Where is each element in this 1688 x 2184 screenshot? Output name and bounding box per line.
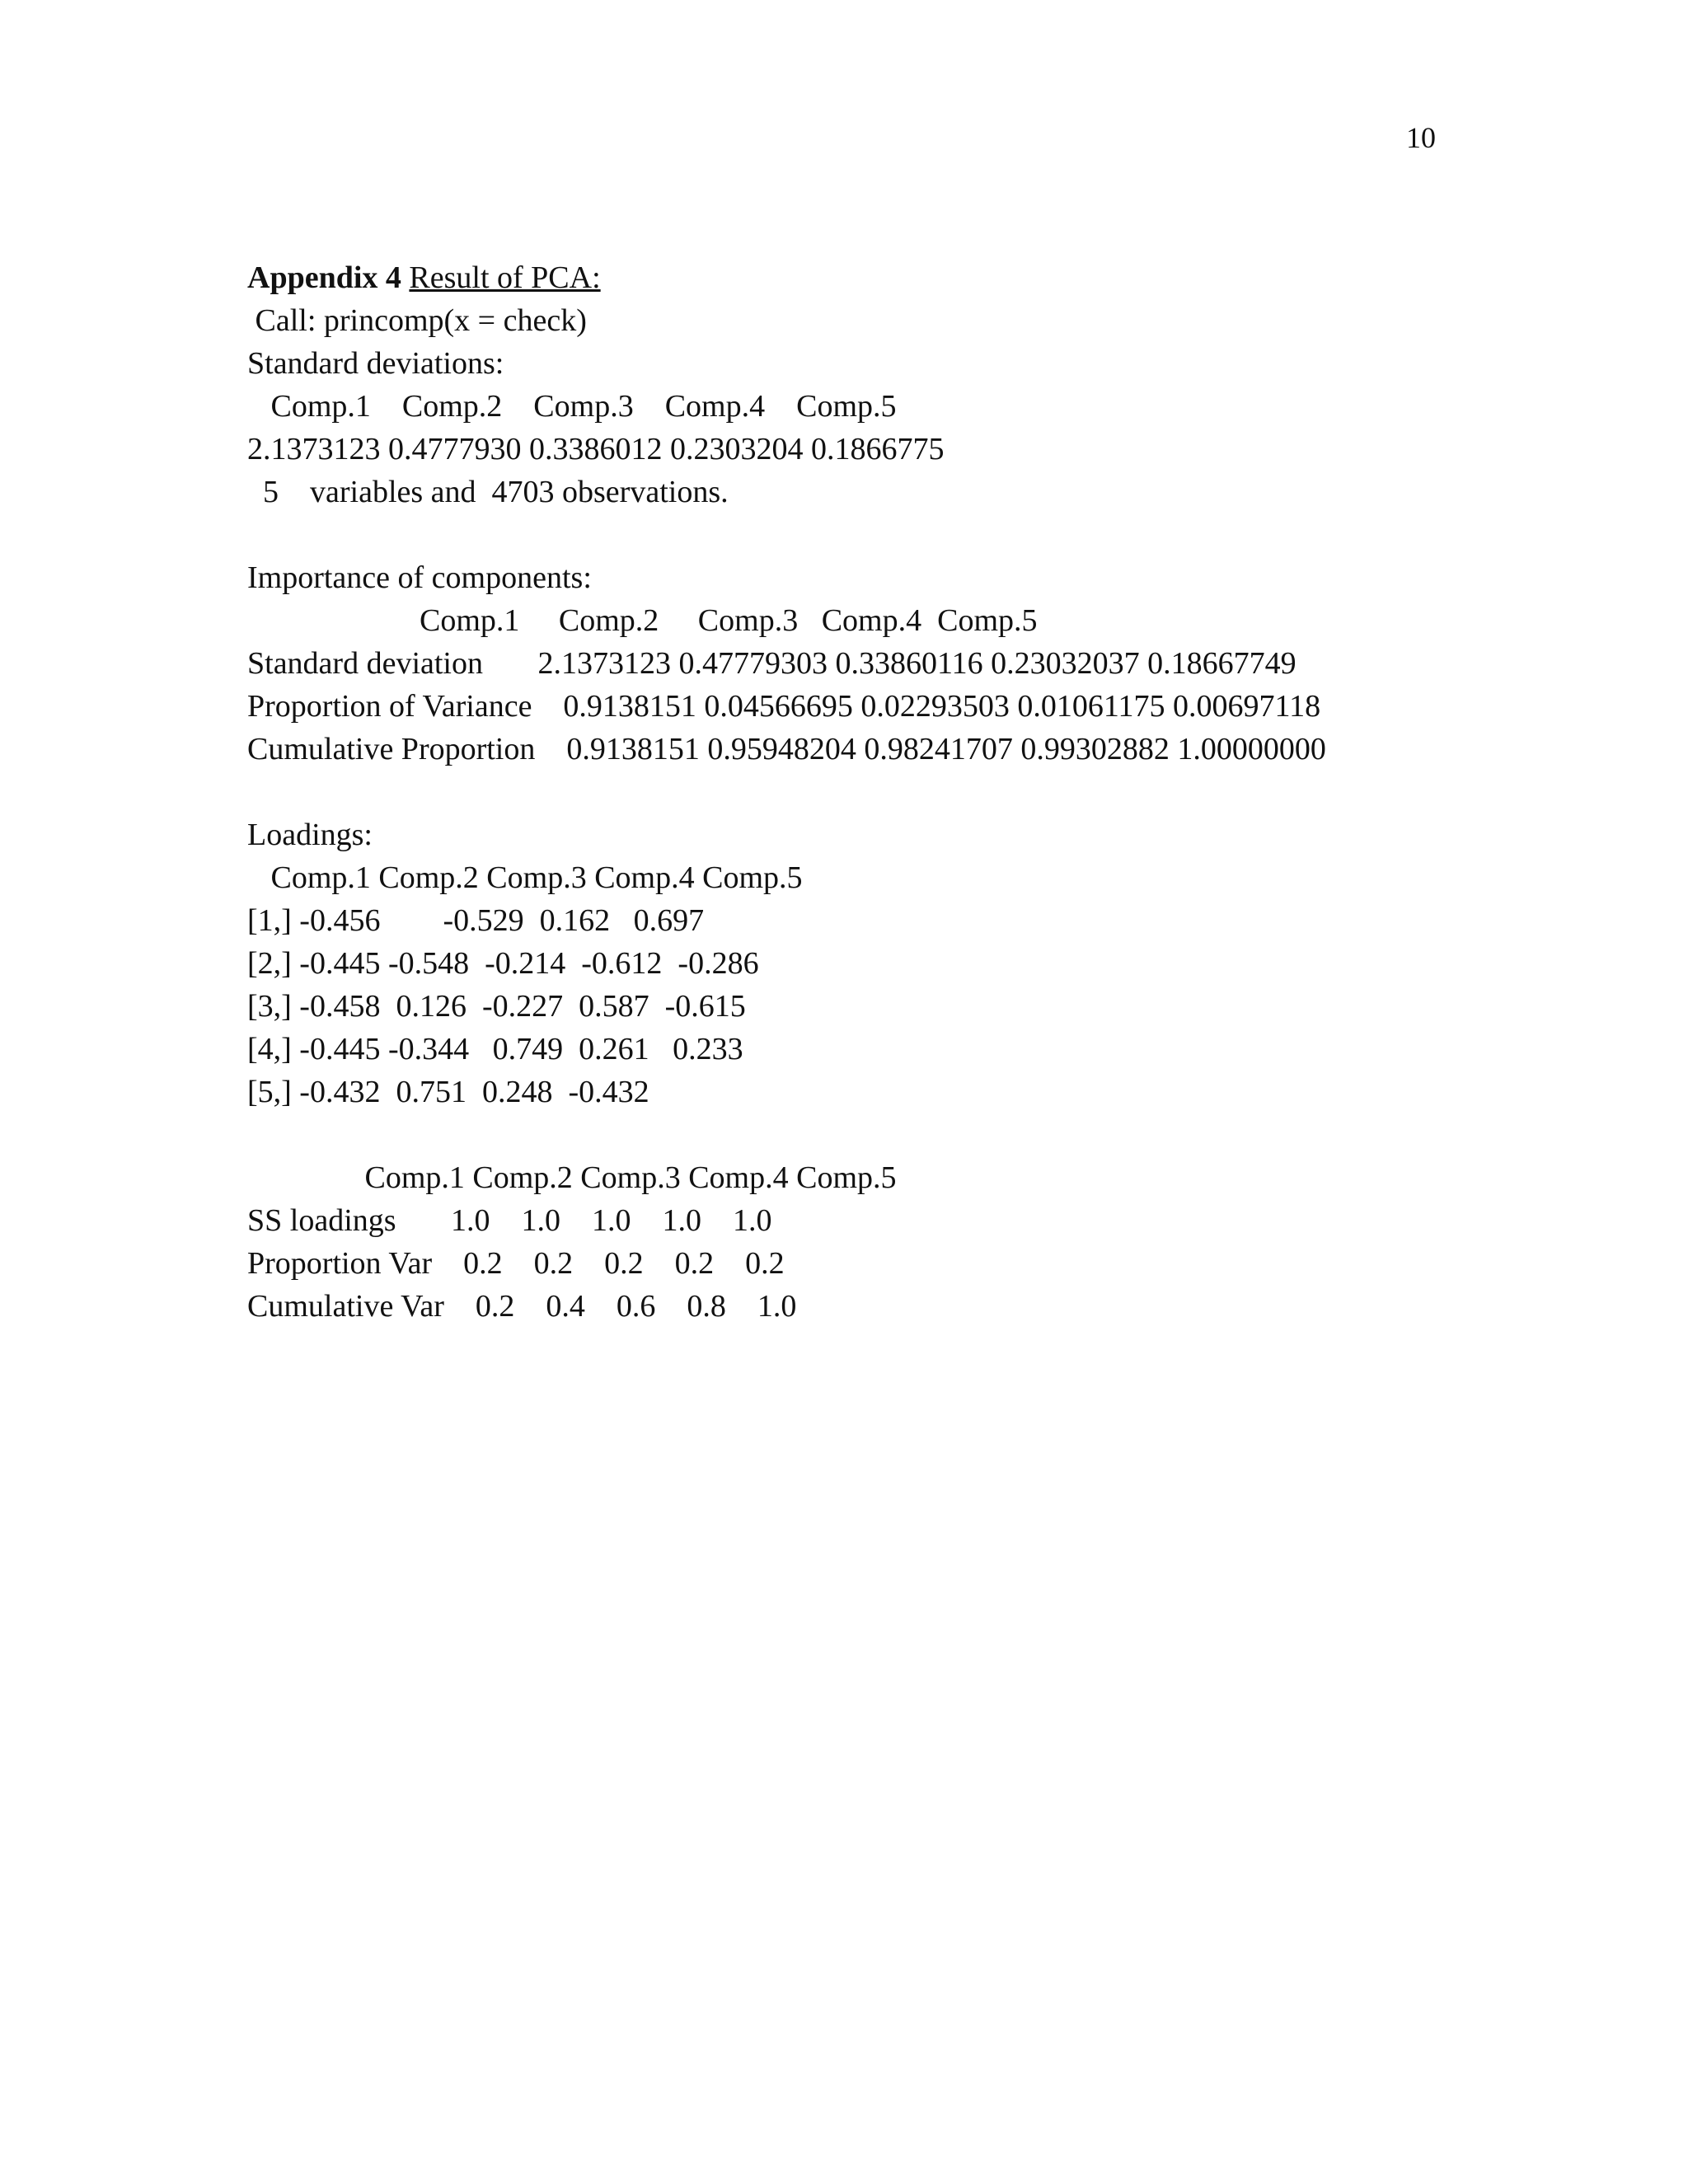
importance-row: Standard deviation 2.1373123 0.47779303 0.33860116 0.23032037 0.18667749 bbox=[247, 646, 1296, 681]
spacer bbox=[247, 513, 1484, 556]
std-dev-header: Comp.1 Comp.2 Comp.3 Comp.4 Comp.5 bbox=[247, 389, 897, 424]
appendix-heading bbox=[247, 256, 1484, 299]
loadings-row: [3,] -0.458 0.126 -0.227 0.587 -0.615 bbox=[247, 989, 746, 1024]
ss-header: Comp.1 Comp.2 Comp.3 Comp.4 Comp.5 bbox=[247, 1160, 897, 1195]
importance-heading: Importance of components: bbox=[247, 560, 592, 595]
ss-row: Cumulative Var 0.2 0.4 0.6 0.8 1.0 bbox=[247, 1289, 797, 1324]
appendix-title: Result of PCA: bbox=[409, 260, 601, 295]
ss-row: SS loadings 1.0 1.0 1.0 1.0 1.0 bbox=[247, 1203, 772, 1238]
page-number: 10 bbox=[1406, 121, 1436, 154]
ss-row: Proportion Var 0.2 0.2 0.2 0.2 0.2 bbox=[247, 1246, 785, 1281]
call-line: Call: princomp(x = check) bbox=[247, 303, 587, 338]
std-dev-heading: Standard deviations: bbox=[247, 346, 504, 381]
loadings-row: [1,] -0.456 -0.529 0.162 0.697 bbox=[247, 903, 705, 938]
importance-row: Cumulative Proportion 0.9138151 0.95948204 0.98241707 0.99302882 1.00000000 bbox=[247, 732, 1326, 766]
spacer bbox=[247, 771, 1484, 813]
loadings-row: [4,] -0.445 -0.344 0.749 0.261 0.233 bbox=[247, 1032, 743, 1066]
importance-header: Comp.1 Comp.2 Comp.3 Comp.4 Comp.5 bbox=[247, 603, 1038, 638]
loadings-header: Comp.1 Comp.2 Comp.3 Comp.4 Comp.5 bbox=[247, 860, 803, 895]
loadings-row: [2,] -0.445 -0.548 -0.214 -0.612 -0.286 bbox=[247, 946, 759, 981]
appendix-label: Appendix 4 bbox=[247, 260, 401, 295]
importance-row: Proportion of Variance 0.9138151 0.04566695 0.02293503 0.01061175 0.00697118 bbox=[247, 689, 1321, 724]
std-dev-summary: 5 variables and 4703 observations. bbox=[247, 475, 729, 509]
document-body bbox=[247, 256, 1484, 1328]
spacer bbox=[247, 1113, 1484, 1156]
std-dev-values: 2.1373123 0.4777930 0.3386012 0.2303204 0.1866775 bbox=[247, 432, 945, 466]
loadings-heading: Loadings: bbox=[247, 818, 373, 852]
loadings-row: [5,] -0.432 0.751 0.248 -0.432 bbox=[247, 1075, 649, 1109]
